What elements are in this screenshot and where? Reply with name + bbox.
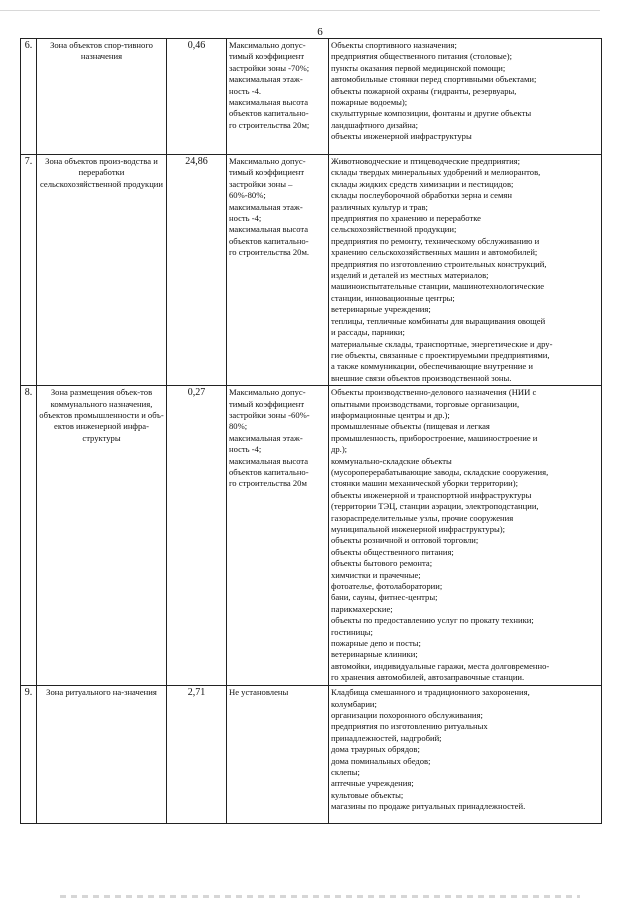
cell-text-line: Объекты спортивного назначения; [331,40,457,50]
cell-text-line: тимый коэффициент [229,398,305,409]
zone-parameters [227,386,329,686]
zone-objects [329,39,602,155]
cell-text-line: станции, инновационные центры; [331,292,455,303]
cell-text-line: максимальная этаж- [229,432,303,443]
cell-text-line: максимальная этаж- [229,201,303,212]
zone-objects [329,386,602,686]
cell-text-line: сельскохозяйственной продукции; [331,224,457,235]
row-number: 8. [21,386,37,686]
cell-text-line: 60%-80%; [229,190,266,201]
cell-text-line: го хранения автомобилей, автозаправочные станции. [331,672,525,683]
zone-name: Зона объектов спор-тивного назначения [37,39,167,155]
cell-text-line: Не установлены [229,687,289,698]
zone-parameters [227,155,329,386]
cell-text-line: коммунально-складские объекты [331,455,452,466]
cell-text-line: стоянки машин механической уборки территории); [331,478,519,489]
cell-text-line: внешние связи объектов производственной зоны. [331,372,512,383]
cell-text-line: опытными производствами, торговые организации, [331,398,520,409]
cell-text-line: объектов капитально- [229,108,309,119]
zone-name: Зона ритуального на-значения [37,686,167,824]
cell-text-line: (территории ТЭЦ, станции аэрации, электроподстанции, [331,501,539,512]
table-row [21,155,602,386]
cell-text-line: склепы; [331,766,360,777]
cell-text-line: машиноиспытательные станции, машинотехнологические [331,281,545,292]
cell-text-line: ветеринарные клиники; [331,649,418,660]
cell-text-line: а также коммуникации, обеспечивающие внутренние и [331,361,533,372]
cell-text-line: дома траурных обрядов; [331,744,420,755]
cell-text-line: культовые объекты; [331,789,404,800]
cell-text-line: застройки зоны -70%; [229,62,310,73]
table-row [21,39,602,155]
cell-text-line: склады жидких средств химизации и пестицидов; [331,178,514,189]
zone-name: Зона объектов произ-водства и переработки сельскохозяйственной продукции [37,155,167,386]
zone-parameters [227,39,329,155]
cell-text-line: объекты розничной и оптовой торговли; [331,535,479,546]
cell-text-line: ность -4; [229,213,262,224]
cell-text-line: парикмахерские; [331,603,393,614]
cell-text-line: застройки зоны – [229,178,293,189]
cell-text-line: объекты общественного питания; [331,546,454,557]
cell-text-line: максимальная высота [229,455,309,466]
zone-area: 0,27 [167,386,227,686]
cell-text-line: фотоателье, фотолаборатории; [331,581,443,592]
cell-text-line: го строительства 20м. [229,247,310,258]
cell-text-line: дома поминальных обедов; [331,755,431,766]
cell-text-line: др.); [331,444,348,455]
cell-text-line: ландшафтного дизайна; [331,119,419,130]
cell-text-line: материальные склады, транспортные, энергетические и дру- [331,338,553,349]
cell-text-line: максимальная высота [229,224,309,235]
cell-text-line: склады твердых минеральных удобрений и мелиорантов, [331,167,541,178]
cell-text-line: объекты инженерной и транспортной инфраструктуры [331,489,532,500]
cell-text-line: Животноводческие и птицеводческие предприятия; [331,156,521,166]
cell-text-line: различных культур и трав; [331,201,428,212]
cell-text-line: и рассады, парники; [331,327,405,338]
cell-text-line: химчистки и прачечные; [331,569,421,580]
zones-table [20,38,602,824]
cell-text-line: Максимально допус- [229,40,306,50]
cell-text-line: го строительства 20м; [229,119,310,130]
top-rule [0,10,600,11]
cell-text-line: Максимально допус- [229,156,306,166]
cell-text-line: предприятия по ремонту, техническому обслуживанию и [331,235,540,246]
zone-area: 2,71 [167,686,227,824]
page-number: 6 [317,26,323,38]
cell-text-line: ность -4. [229,85,262,96]
scan-artifact [60,895,580,898]
cell-text-line: информационные центры и др.); [331,409,450,420]
zone-objects [329,155,602,386]
zone-area: 24,86 [167,155,227,386]
cell-text-line: промышленность, приборостроение, машиностроение и [331,432,538,443]
cell-text-line: изделий и деталей из местных материалов; [331,270,489,281]
cell-text-line: максимальная высота [229,97,309,108]
cell-text-line: пожарные водоемы); [331,97,408,108]
cell-text-line: ветеринарные учреждения; [331,304,431,315]
cell-text-line: пункты оказания первой медицинской помощи; [331,62,506,73]
zone-name: Зона размещения объек-тов коммунального назначения, объектов промышленности и объ-ектов инженерной инфра-структуры [37,386,167,686]
cell-text-line: предприятия общественного питания (столовые); [331,51,512,62]
cell-text-line: принадлежностей, надгробий; [331,732,442,743]
cell-text-line: 80%; [229,421,248,432]
cell-text-line: Кладбища смешанного и традиционного захоронения, [331,687,530,698]
cell-text-line: объекты по предоставлению услуг по прокату техники; [331,615,534,626]
cell-text-line: предприятия по хранению и переработке [331,213,481,224]
cell-text-line: тимый коэффициент [229,51,305,62]
cell-text-line: го строительства 20м [229,478,307,489]
cell-text-line: аптечные учреждения; [331,778,414,789]
cell-text-line: автомобильные стоянки перед спортивными объектами; [331,74,537,85]
cell-text-line: бани, сауны, фитнес-центры; [331,592,438,603]
cell-text-line: предприятия по изготовлению ритуальных [331,721,488,732]
cell-text-line: пожарные депо и посты; [331,638,421,649]
zone-area: 0,46 [167,39,227,155]
cell-text-line: Максимально допус- [229,387,306,398]
cell-text-line: ность -4; [229,444,262,455]
cell-text-line: склады послеуборочной обработки зерна и семян [331,190,512,201]
cell-text-line: газораспределительные узлы, прочие сооружения [331,512,514,523]
cell-text-line: муниципальной инженерной инфраструктуры); [331,524,506,534]
cell-text-line: объекты пожарной охраны (гидранты, резервуары, [331,85,517,96]
cell-text-line: (мусороперерабатывающие заводы, складские сооружения, [331,466,549,477]
cell-text-line: гостиницы; [331,626,373,637]
cell-text-line: объектов капитально- [229,235,309,246]
cell-text-line: максимальная этаж- [229,74,303,85]
cell-text-line: хранению сельскохозяйственных машин и автомобилей; [331,247,538,258]
table-row [21,386,602,686]
table-row [21,686,602,824]
cell-text-line: объекты бытового ремонта; [331,558,433,569]
cell-text-line: теплицы, тепличные комбинаты для выращивания овощей [331,315,546,326]
cell-text-line: застройки зоны -60%- [229,409,310,420]
cell-text-line: магазины по продаже ритуальных принадлежностей. [331,801,526,812]
row-number: 7. [21,155,37,386]
cell-text-line: колумбарии; [331,698,377,709]
cell-text-line: предприятия по изготовлению строительных конструкций, [331,258,547,269]
row-number: 6. [21,39,37,155]
zone-objects [329,686,602,824]
zone-parameters [227,686,329,824]
cell-text-line: объекты инженерной инфраструктуры [331,131,472,142]
cell-text-line: организации похоронного обслуживания; [331,709,483,720]
cell-text-line: скульптурные композиции, фонтаны и другие объекты [331,108,532,119]
cell-text-line: автомойки, индивидуальные гаражи, места долговременно- [331,660,550,671]
cell-text-line: Объекты производственно-делового назначения (НИИ с [331,387,537,398]
cell-text-line: тимый коэффициент [229,167,305,178]
cell-text-line: объектов капитально- [229,466,309,477]
row-number: 9. [21,686,37,824]
cell-text-line: промышленные объекты (пищевая и легкая [331,421,490,432]
cell-text-line: гие объекты, связанные с проектируемыми предприятиями, [331,349,550,360]
